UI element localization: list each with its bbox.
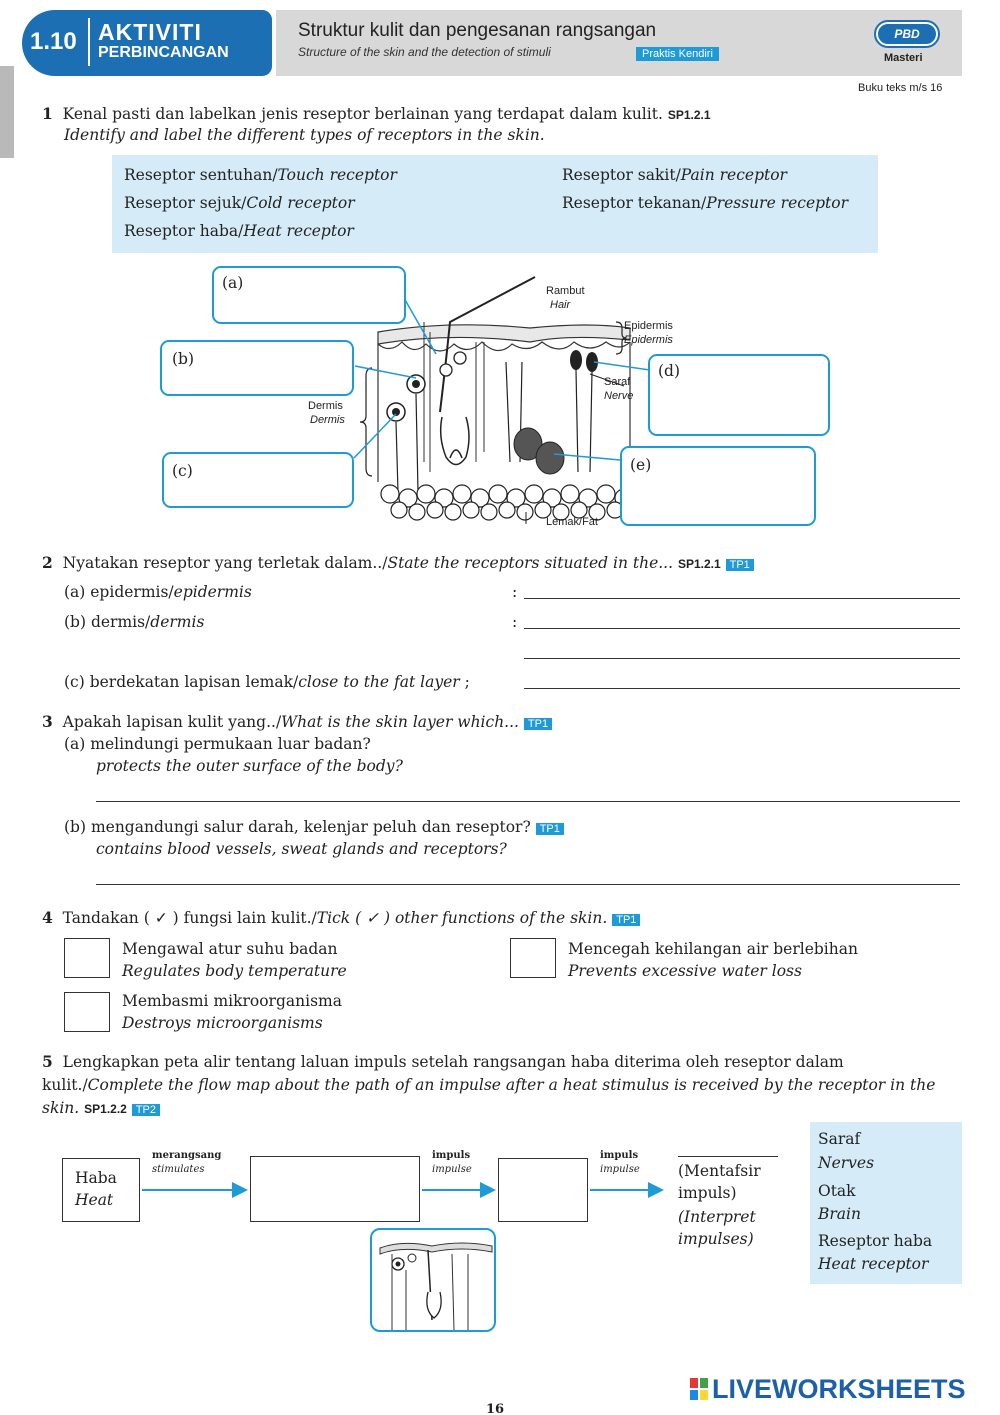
q2a-label: (a) epidermis/epidermis (64, 583, 252, 601)
q4-checkbox-microorganisms[interactable] (64, 992, 110, 1032)
q1-question-en: Identify and label the different types of receptors in the skin. (64, 126, 545, 144)
q2c-label: (c) berdekatan lapisan lemak/close to the fat layer ; (64, 673, 470, 691)
q3b-question-en: contains blood vessels, sweat glands and receptors? (96, 840, 507, 858)
q1-option-cold: Reseptor sejuk/Cold receptor (124, 194, 355, 212)
q1-option-pain: Reseptor sakit/Pain receptor (562, 166, 787, 184)
q3a-question-en: protects the outer surface of the body? (96, 757, 403, 775)
q5-option-nerves: Saraf (818, 1130, 861, 1148)
q4-option-water-en: Prevents excessive water loss (568, 962, 802, 980)
arrow2-label: impuls (432, 1150, 471, 1161)
q2c-answer-line[interactable] (524, 688, 960, 689)
q4-option-microorganisms-en: Destroys microorganisms (122, 1014, 323, 1032)
q3b-question: (b) mengandungi salur darah, kelenjar peluh dan reseptor? (64, 818, 531, 836)
q4-text (42, 908, 640, 927)
q2b-label: (b) dermis/dermis (64, 613, 205, 631)
q5-option-heat-receptor: Reseptor haba (818, 1232, 933, 1250)
answer-box-d[interactable] (648, 354, 830, 436)
answer-box-b[interactable] (160, 340, 354, 396)
flow-start-box (62, 1158, 140, 1222)
q2b-colon: : (512, 613, 518, 631)
flow-final-answer-line[interactable] (678, 1156, 778, 1157)
q4-checkbox-water[interactable] (510, 938, 556, 978)
label-dermis-en: Dermis (310, 414, 345, 426)
arrow3-label-en: impulse (600, 1164, 640, 1175)
liveworksheets-logo-icon (690, 1378, 708, 1400)
q2-number: 2 (42, 553, 53, 572)
q3-question: Apakah lapisan kulit yang../ (62, 713, 282, 731)
activity-type: PERBINCANGAN (98, 44, 229, 61)
answer-d-label: (d) (658, 362, 681, 380)
q5-text (42, 1050, 962, 1122)
q5-question: Lengkapkan peta alir tentang laluan impuls setelah rangsangan haba diterima oleh reseptor dalam kulit./ (42, 1053, 844, 1094)
q4-question-en: Tick ( ✓ ) other functions of the skin. (316, 909, 608, 927)
q3a-answer-line[interactable] (96, 801, 960, 802)
arrow1-label: merangsang (152, 1150, 222, 1161)
activity-number: 1.10 (30, 28, 77, 55)
q4-option-water: Mencegah kehilangan air berlebihan (568, 940, 858, 958)
skin-inset-image (370, 1228, 496, 1332)
side-tab (0, 66, 14, 158)
q1-option-pressure: Reseptor tekanan/Pressure receptor (562, 194, 849, 212)
flow-arrows (140, 1180, 680, 1200)
q5-code: SP1.2.2 (84, 1102, 127, 1116)
q3-text (42, 712, 552, 731)
label-nerve: Saraf (604, 376, 631, 388)
arrow3-label: impuls (600, 1150, 639, 1161)
label-dermis: Dermis (308, 400, 343, 412)
label-hair-en: Hair (550, 299, 571, 311)
answer-c-label: (c) (172, 462, 193, 480)
q5-tp-badge: TP2 (132, 1104, 160, 1116)
q3-tp-badge: TP1 (524, 718, 552, 730)
q1-code: SP1.2.1 (667, 108, 711, 122)
textbook-reference: Buku teks m/s 16 (858, 82, 943, 94)
flow-start-en: Heat (75, 1191, 114, 1209)
q2a-answer-line[interactable] (524, 598, 960, 599)
mastery-label: Masteri (884, 52, 923, 64)
praktis-badge: Praktis Kendiri (636, 47, 719, 61)
pill-divider (88, 18, 90, 66)
q4-option-temperature-en: Regulates body temperature (122, 962, 347, 980)
q3a-question: (a) melindungi permukaan luar badan? (64, 735, 371, 753)
q2-question: Nyatakan reseptor yang terletak dalam../ (62, 554, 388, 572)
q1-text (42, 104, 711, 123)
answer-b-label: (b) (172, 350, 195, 368)
q1-option-touch: Reseptor sentuhan/Touch receptor (124, 166, 397, 184)
label-hair: Rambut (546, 285, 585, 297)
flow-end-ms: (Mentafsir impuls) (678, 1162, 761, 1202)
q4-question: Tandakan ( ✓ ) fungsi lain kulit./ (62, 909, 317, 927)
page-title: Struktur kulit dan pengesanan rangsangan (298, 20, 657, 41)
page-number: 16 (486, 1402, 505, 1415)
q3-question-en: What is the skin layer which... (281, 713, 519, 731)
q3b-answer-line[interactable] (96, 884, 960, 885)
q5-number: 5 (42, 1052, 53, 1071)
q3b-tp-badge: TP1 (536, 823, 564, 835)
q1-question: Kenal pasti dan labelkan jenis reseptor berlainan yang terdapat dalam kulit. (62, 105, 663, 123)
label-nerve-en: Nerve (604, 390, 634, 402)
liveworksheets-brand[interactable]: LIVEWORKSHEETS (712, 1374, 966, 1404)
q5-option-brain: Otak (818, 1182, 856, 1200)
q2b-answer-line-2[interactable] (524, 658, 960, 659)
q3b-question-row (64, 818, 564, 836)
answer-e-label: (e) (630, 456, 652, 474)
arrow2-label-en: impulse (432, 1164, 472, 1175)
q4-option-microorganisms: Membasmi mikroorganisma (122, 992, 342, 1010)
answer-box-e[interactable] (620, 446, 816, 526)
q2-question-en: State the receptors situated in the... (387, 554, 674, 572)
page-subtitle: Structure of the skin and the detection of stimuli (298, 45, 551, 59)
answer-box-a[interactable] (212, 266, 406, 324)
q1-number: 1 (42, 104, 53, 123)
label-fat: Lemak/Fat (546, 516, 598, 528)
q1-option-heat: Reseptor haba/Heat receptor (124, 222, 354, 240)
q2-tp-badge: TP1 (726, 559, 754, 571)
answer-box-c[interactable] (162, 452, 354, 508)
answer-a-label: (a) (222, 274, 244, 292)
label-epidermis: Epidermis (624, 320, 673, 332)
q5-question-en: Complete the flow map about the path of an impulse after a heat stimulus is received by the receptor in the skin. (42, 1076, 936, 1117)
q4-tp-badge: TP1 (612, 914, 640, 926)
label-epidermis-en: Epidermis (624, 334, 673, 346)
q2a-colon: : (512, 583, 518, 601)
q5-option-heat-receptor-en: Heat receptor (818, 1255, 929, 1273)
q5-option-nerves-en: Nerves (818, 1154, 875, 1172)
flow-end-en: (Interpret impulses) (678, 1208, 756, 1248)
flow-start-ms: Haba (75, 1169, 117, 1187)
q3-number: 3 (42, 712, 53, 731)
q2-code: SP1.2.1 (677, 557, 721, 571)
pbd-badge: PBD (876, 22, 938, 46)
activity-label: AKTIVITI (98, 19, 202, 45)
q2b-answer-line[interactable] (524, 628, 960, 629)
arrow1-label-en: stimulates (152, 1164, 205, 1175)
q4-number: 4 (42, 908, 53, 927)
q4-checkbox-temperature[interactable] (64, 938, 110, 978)
q2-text (42, 553, 754, 572)
q4-option-temperature: Mengawal atur suhu badan (122, 940, 338, 958)
q5-option-brain-en: Brain (818, 1205, 861, 1223)
